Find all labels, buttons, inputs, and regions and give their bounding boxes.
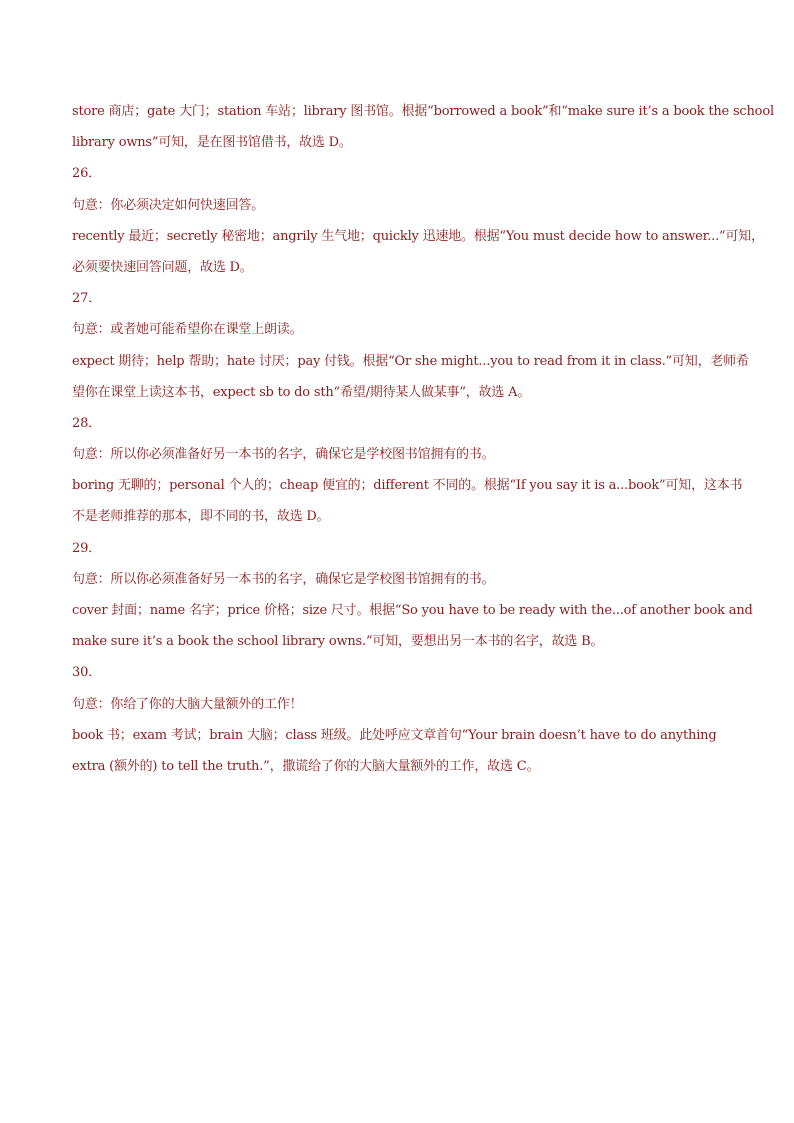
question-number-27: 27． <box>72 291 101 307</box>
explanation-26-line-2: 必须要快速回答问题，故选 D。 <box>72 259 253 275</box>
question-number-26: 26． <box>72 166 101 182</box>
question-number-29: 29． <box>72 540 101 556</box>
document-body <box>72 96 774 782</box>
sentence-meaning-30: 句意：你给了你的大脑大量额外的工作！ <box>72 696 303 712</box>
sentence-meaning-28: 句意：所以你必须准备好另一本书的名字，确保它是学校图书馆拥有的书。 <box>72 447 495 463</box>
explanation-25-line-2: library owns”可知，是在图书馆借书，故选 D。 <box>72 135 352 151</box>
explanation-29-line-2: make sure it’s a book the school library owns.”可知，要想出另一本书的名字，故选 B。 <box>72 634 604 650</box>
question-number-30: 30． <box>72 665 101 681</box>
explanation-28-line-2: 不是老师推荐的那本，即不同的书，故选 D。 <box>72 509 330 525</box>
explanation-26-line-1: recently 最近；secretly 秘密地；angrily 生气地；quickly 迅速地。根据“You must decide how to answer...”可知， <box>72 228 764 244</box>
explanation-28-line-1: boring 无聊的；personal 个人的；cheap 便宜的；different 不同的。根据“If you say it is a...book”可知，这本书 <box>72 478 743 494</box>
explanation-25-line-1: store 商店；gate 大门；station 车站；library 图书馆。根据“borrowed a book”和“make sure it’s a book the school <box>72 104 774 119</box>
explanation-30-line-1: book 书；exam 考试；brain 大脑；class 班级。此处呼应文章首句“Your brain doesn’t have to do anything <box>72 727 717 743</box>
explanation-30-line-2: extra (额外的) to tell the truth.”，撒谎给了你的大脑大量额外的工作，故选 C。 <box>72 758 540 774</box>
sentence-meaning-27: 句意：或者她可能希望你在课堂上朗读。 <box>72 322 303 338</box>
explanation-27-line-1: expect 期待；help 帮助；hate 讨厌；pay 付钱。根据“Or she might...you to read from it in class.”可知，老师希 <box>72 353 749 369</box>
sentence-meaning-26: 句意：你必须决定如何快速回答。 <box>72 197 265 213</box>
explanation-27-line-2: 望你在课堂上读这本书，expect sb to do sth“希望/期待某人做某事”，故选 A。 <box>72 384 531 400</box>
explanation-29-line-1: cover 封面；name 名字；price 价格；size 尺寸。根据“So you have to be ready with the...of another book and <box>72 603 753 618</box>
sentence-meaning-29: 句意：所以你必须准备好另一本书的名字，确保它是学校图书馆拥有的书。 <box>72 571 495 587</box>
question-number-28: 28． <box>72 415 101 431</box>
